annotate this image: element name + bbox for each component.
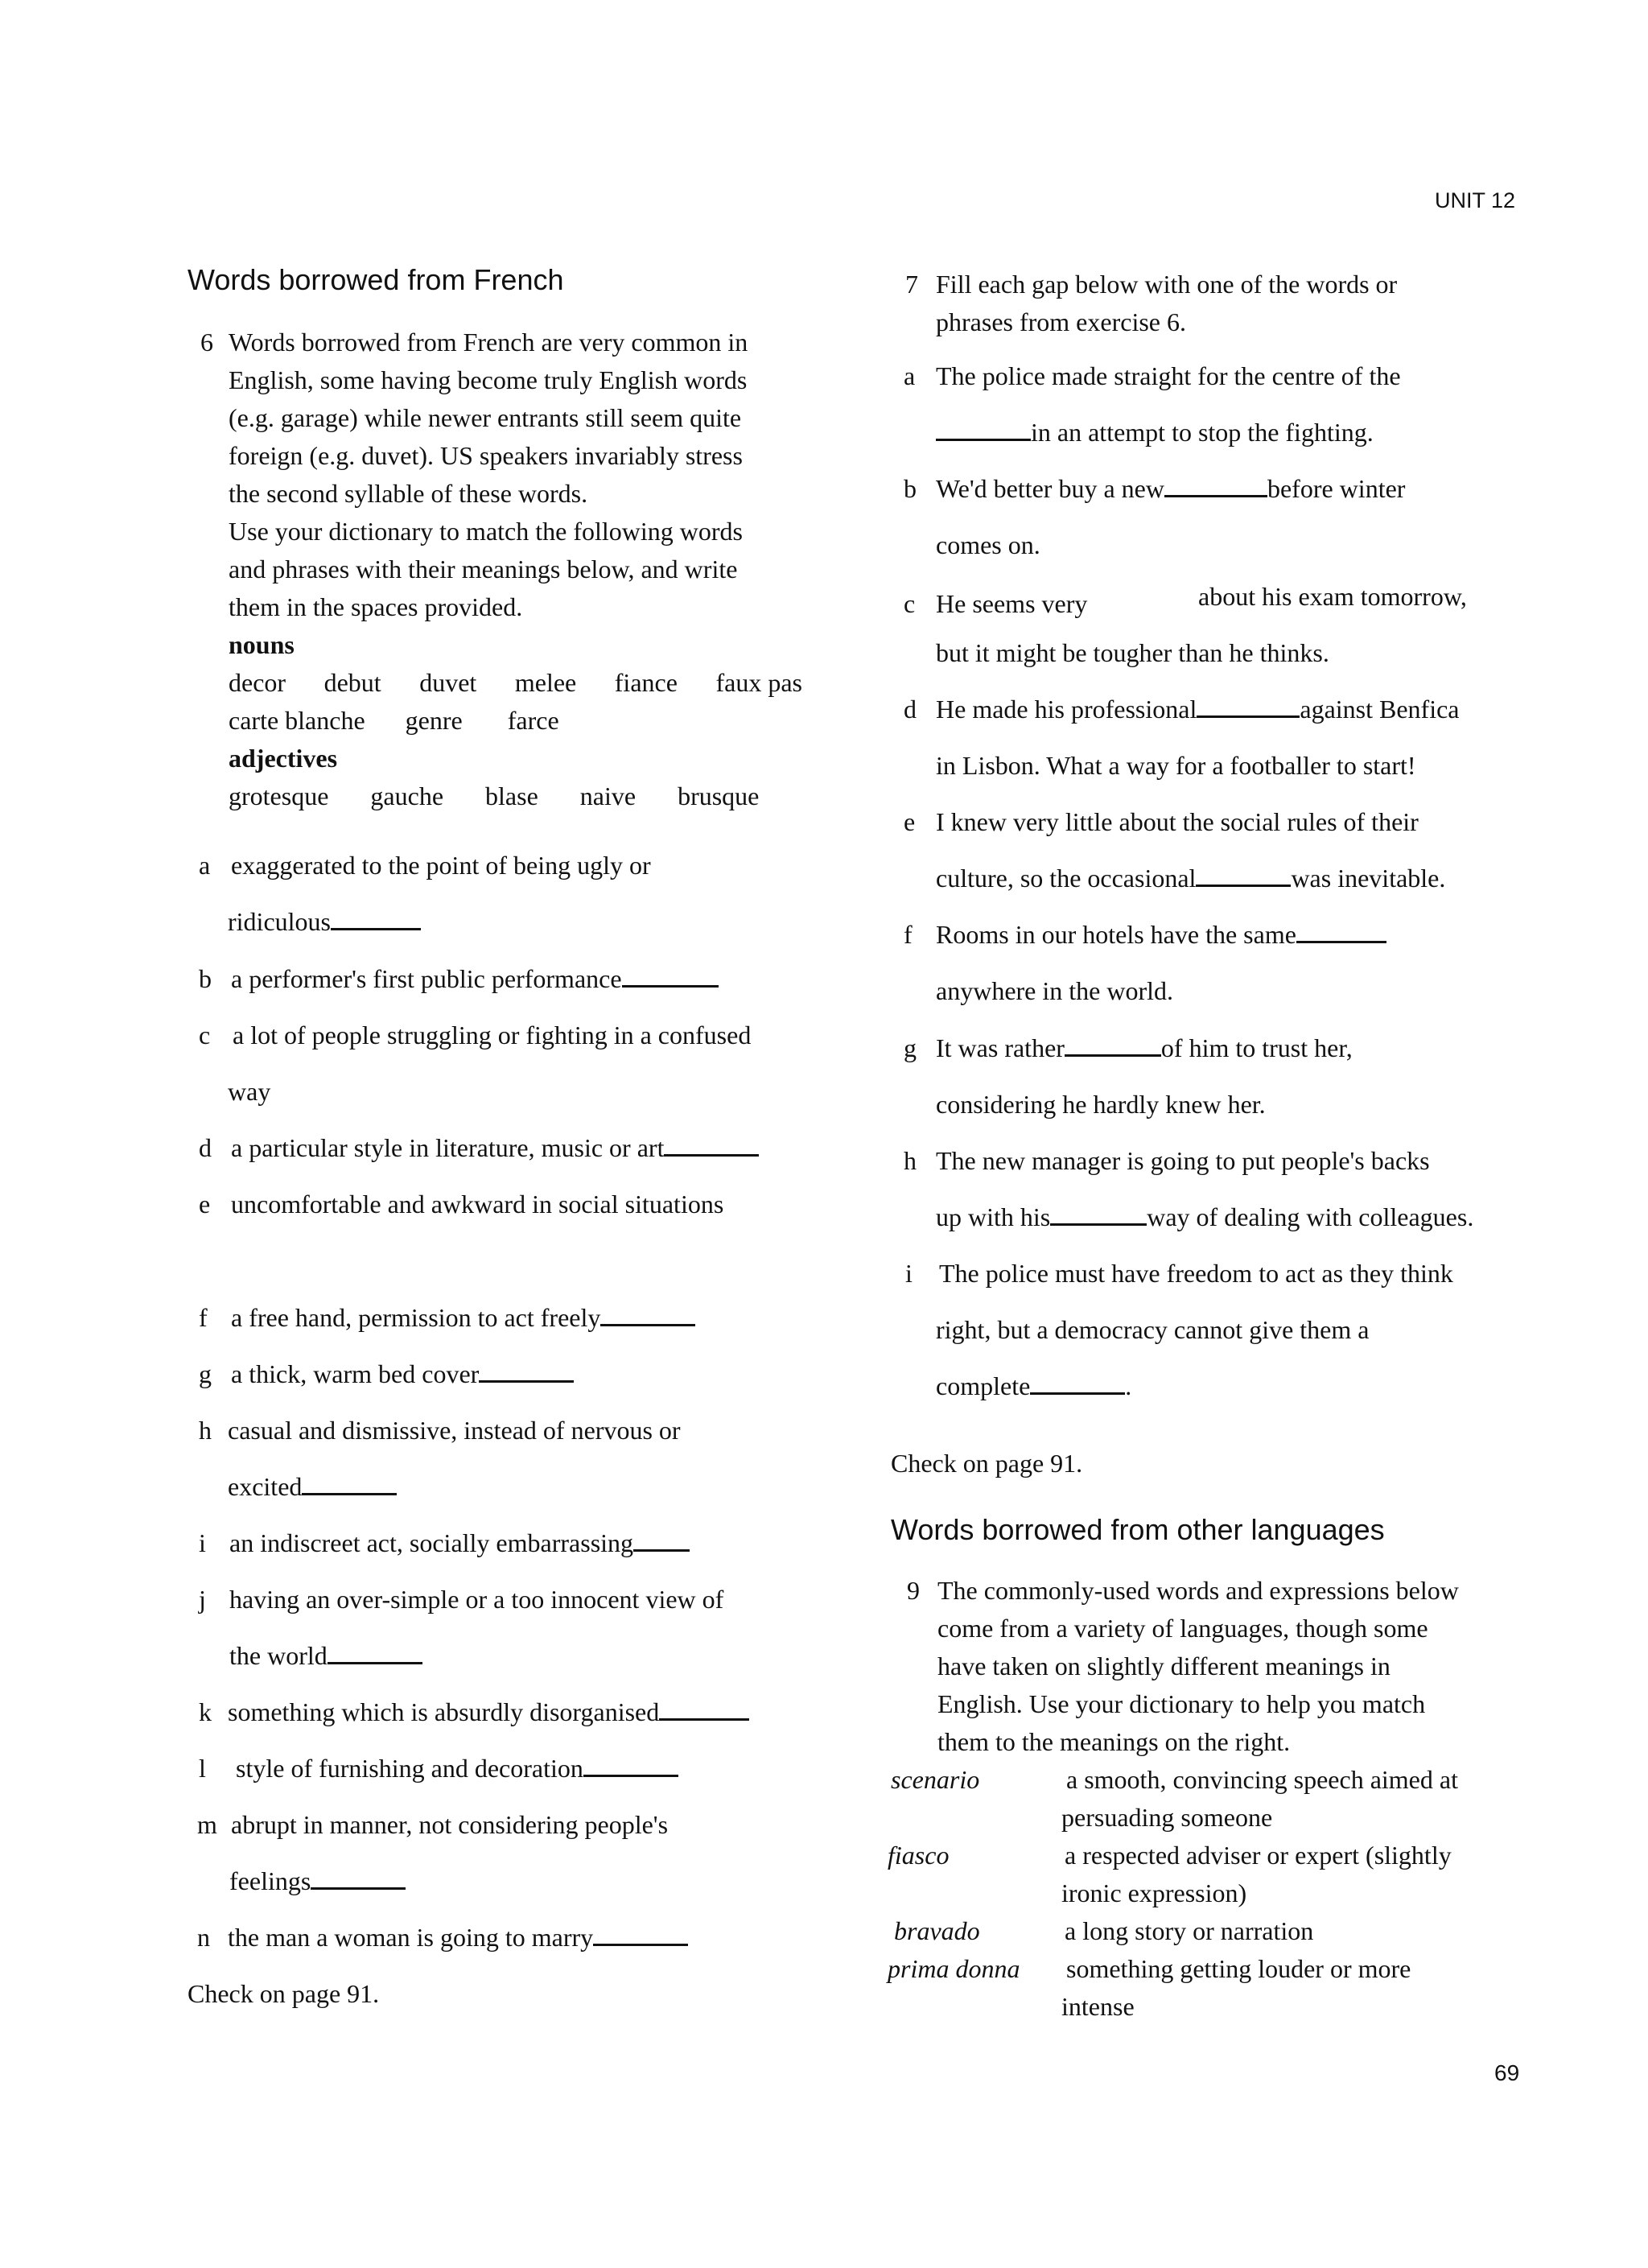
term-word: prima donna xyxy=(888,1954,1020,1983)
adjectives-row xyxy=(229,777,802,815)
answer-blank[interactable] xyxy=(1030,1370,1125,1395)
sentence-text: in Lisbon. What a way for a footballer to start! xyxy=(936,751,1416,780)
instruction-line: Fill each gap below with one of the words or xyxy=(936,270,1398,299)
exercise-9-number: 9 xyxy=(907,1576,920,1605)
term-meaning: a smooth, convincing speech aimed at xyxy=(1066,1765,1458,1794)
sentence-text: The new manager is going to put people's backs xyxy=(936,1146,1430,1175)
sentence-text xyxy=(936,1198,1473,1236)
answer-blank[interactable] xyxy=(633,1527,690,1552)
sentence-text xyxy=(936,860,1445,897)
adjectives-label: adjectives xyxy=(229,744,338,773)
item-letter: g xyxy=(904,1033,917,1062)
definition-text xyxy=(229,1637,422,1675)
sentence-text: He made his professional xyxy=(936,695,1197,724)
sentence-text: The police must have freedom to act as they think xyxy=(939,1259,1453,1288)
answer-blank[interactable] xyxy=(622,963,719,988)
word: genre xyxy=(405,706,463,735)
word: fiance xyxy=(614,668,678,697)
definition-text: style of furnishing and decoration xyxy=(236,1754,583,1783)
exercise-7-instructions xyxy=(936,266,1397,341)
answer-blank[interactable] xyxy=(479,1358,574,1383)
definition-text: casual and dismissive, instead of nervous or xyxy=(228,1416,681,1445)
unit-label: UNIT 12 xyxy=(1435,188,1516,212)
term-meaning: intense xyxy=(1061,1992,1135,2021)
sentence-text: complete xyxy=(936,1371,1031,1400)
instruction-line: have taken on slightly different meanings in xyxy=(937,1652,1390,1680)
answer-blank[interactable] xyxy=(659,1696,749,1721)
answer-blank[interactable] xyxy=(936,416,1031,441)
definition-text: way xyxy=(228,1077,271,1106)
definition-letter: j xyxy=(199,1585,206,1614)
exercise-7-number: 7 xyxy=(905,270,918,299)
answer-blank[interactable] xyxy=(1164,472,1267,497)
sentence-text: It was rather xyxy=(936,1033,1065,1062)
definition-text xyxy=(231,1355,574,1393)
definition-text xyxy=(228,1919,688,1957)
section-title-other-languages: Words borrowed from other languages xyxy=(891,1513,1385,1546)
term-word: bravado xyxy=(894,1916,980,1945)
exercise-6-number: 6 xyxy=(200,328,213,357)
sentence-text: up with his xyxy=(936,1202,1051,1231)
definition-text: a thick, warm bed cover xyxy=(231,1359,480,1388)
sentence-text xyxy=(936,470,1405,508)
definition-text: the world xyxy=(229,1641,328,1670)
definition-text xyxy=(228,1693,749,1731)
sentence-text xyxy=(936,1029,1353,1067)
definition-letter: e xyxy=(199,1190,211,1219)
nouns-row xyxy=(229,664,802,702)
instruction-line: and phrases with their meanings below, and write xyxy=(229,555,738,583)
definition-text xyxy=(228,903,421,941)
instruction-line: phrases from exercise 6. xyxy=(936,307,1186,336)
sentence-text: was inevitable. xyxy=(1291,864,1446,893)
term-meaning: persuading someone xyxy=(1061,1803,1273,1832)
definition-letter: n xyxy=(197,1923,210,1952)
definition-letter: c xyxy=(199,1021,211,1049)
word: gauche xyxy=(370,781,444,810)
term-word: fiasco xyxy=(888,1841,950,1870)
answer-blank[interactable] xyxy=(331,905,421,930)
item-letter: c xyxy=(904,589,916,618)
definition-text: the man a woman is going to marry xyxy=(228,1923,594,1952)
instruction-line: Use your dictionary to match the following words xyxy=(229,517,743,546)
instruction-line: Words borrowed from French are very common in xyxy=(229,328,748,357)
definition-text xyxy=(229,1862,406,1900)
sentence-text xyxy=(936,1367,1131,1405)
answer-blank[interactable] xyxy=(1196,862,1291,887)
item-letter: a xyxy=(904,361,916,390)
word: debut xyxy=(323,668,381,697)
word: farce xyxy=(507,706,559,735)
word: grotesque xyxy=(229,781,329,810)
definition-letter: h xyxy=(199,1416,212,1445)
definition-text: excited xyxy=(228,1472,303,1501)
definition-letter: d xyxy=(199,1133,212,1162)
sentence-text xyxy=(936,414,1374,452)
sentence-text: in an attempt to stop the fighting. xyxy=(1031,418,1374,447)
item-letter: b xyxy=(904,474,917,503)
word: decor xyxy=(229,668,286,697)
answer-blank[interactable] xyxy=(1197,693,1300,718)
definition-text: ridiculous xyxy=(228,907,331,936)
item-letter: d xyxy=(904,695,917,724)
definition-letter: m xyxy=(197,1810,217,1839)
sentence-text: We'd better buy a new xyxy=(936,474,1164,503)
definition-letter: i xyxy=(199,1528,206,1557)
definition-text: an indiscreet act, socially embarrassing xyxy=(229,1528,634,1557)
word: duvet xyxy=(419,668,477,697)
item-letter: h xyxy=(904,1146,917,1175)
answer-blank[interactable] xyxy=(311,1865,406,1890)
sentence-text xyxy=(936,691,1460,728)
definition-text: feelings xyxy=(229,1866,311,1895)
sentence-text: I knew very little about the social rules of their xyxy=(936,807,1419,836)
answer-blank[interactable] xyxy=(328,1639,422,1664)
sentence-text: way of dealing with colleagues. xyxy=(1147,1202,1474,1231)
term-meaning: a respected adviser or expert (slightly xyxy=(1065,1841,1452,1870)
word: naive xyxy=(579,781,637,810)
definition-letter: k xyxy=(199,1697,212,1726)
definition-text: having an over-simple or a too innocent view of xyxy=(229,1585,724,1614)
term-meaning: ironic expression) xyxy=(1061,1878,1247,1907)
definition-letter: g xyxy=(199,1359,212,1388)
definition-text xyxy=(231,1299,695,1337)
nouns-label: nouns xyxy=(229,630,295,659)
definition-text xyxy=(231,960,719,998)
definition-text xyxy=(228,1468,397,1506)
definition-text xyxy=(231,1129,759,1167)
answer-blank[interactable] xyxy=(664,1132,759,1157)
instruction-line: come from a variety of languages, though some xyxy=(937,1614,1428,1643)
definition-text: uncomfortable and awkward in social situations xyxy=(231,1190,724,1219)
sentence-text: comes on. xyxy=(936,530,1040,559)
sentence-text: He seems very xyxy=(936,589,1088,618)
item-letter: i xyxy=(905,1259,913,1288)
answer-blank[interactable] xyxy=(593,1921,688,1946)
definition-letter: b xyxy=(199,964,212,993)
definition-text xyxy=(236,1750,678,1788)
definition-text: a lot of people struggling or fighting in a confused xyxy=(233,1021,752,1049)
sentence-text: The police made straight for the centre of the xyxy=(936,361,1401,390)
word: carte blanche xyxy=(229,706,365,735)
nouns-row xyxy=(229,702,802,740)
definition-text: exaggerated to the point of being ugly or xyxy=(231,851,651,880)
instruction-line: the second syllable of these words. xyxy=(229,479,588,508)
check-page-note: Check on page 91. xyxy=(187,1979,380,2008)
answer-blank[interactable] xyxy=(1296,918,1386,943)
definition-letter: a xyxy=(199,851,211,880)
page-number: 69 xyxy=(1494,2060,1520,2085)
sentence-text: about his exam tomorrow, xyxy=(1198,582,1467,611)
exercise-6-instructions xyxy=(229,324,802,815)
definition-text: abrupt in manner, not considering people's xyxy=(231,1810,669,1839)
sentence-text: before winter xyxy=(1267,474,1406,503)
word: blase xyxy=(485,781,538,810)
definition-text: something which is absurdly disorganised xyxy=(228,1697,660,1726)
sentence-text: of him to trust her, xyxy=(1160,1033,1353,1062)
word: faux pas xyxy=(715,668,802,697)
instruction-line: foreign (e.g. duvet). US speakers invariably stress xyxy=(229,441,743,470)
answer-blank[interactable] xyxy=(302,1470,397,1495)
word: melee xyxy=(514,668,577,697)
section-title-french: Words borrowed from French xyxy=(187,263,564,296)
sentence-text xyxy=(936,916,1386,954)
check-page-note: Check on page 91. xyxy=(891,1449,1083,1478)
sentence-text: right, but a democracy cannot give them a xyxy=(936,1315,1370,1344)
sentence-text: Rooms in our hotels have the same xyxy=(936,920,1296,949)
sentence-text: against Benfica xyxy=(1300,695,1460,724)
sentence-text: considering he hardly knew her. xyxy=(936,1090,1266,1119)
instruction-line: (e.g. garage) while newer entrants still seem quite xyxy=(229,403,742,432)
exercise-9-instructions xyxy=(937,1572,1459,1761)
answer-blank[interactable] xyxy=(1050,1201,1147,1226)
item-letter: e xyxy=(904,807,916,836)
term-word: scenario xyxy=(891,1765,980,1794)
definition-letter: f xyxy=(199,1303,208,1332)
instruction-line: The commonly-used words and expressions below xyxy=(937,1576,1459,1605)
definition-text xyxy=(229,1524,690,1562)
sentence-text: but it might be tougher than he thinks. xyxy=(936,638,1329,667)
answer-blank[interactable] xyxy=(1065,1032,1161,1057)
definition-text: a particular style in literature, music or art xyxy=(231,1133,665,1162)
definition-text: a performer's first public performance xyxy=(231,964,622,993)
term-meaning: something getting louder or more xyxy=(1066,1954,1411,1983)
answer-blank[interactable] xyxy=(583,1752,678,1777)
sentence-text: . xyxy=(1125,1371,1132,1400)
instruction-line: English. Use your dictionary to help you match xyxy=(937,1689,1426,1718)
word: brusque xyxy=(678,781,760,810)
instruction-line: them to the meanings on the right. xyxy=(937,1727,1291,1756)
term-meaning: a long story or narration xyxy=(1065,1916,1314,1945)
sentence-text: anywhere in the world. xyxy=(936,976,1174,1005)
item-letter: f xyxy=(904,920,913,949)
answer-blank[interactable] xyxy=(600,1301,695,1326)
sentence-text: culture, so the occasional xyxy=(936,864,1197,893)
definition-text: a free hand, permission to act freely xyxy=(231,1303,601,1332)
instruction-line: them in the spaces provided. xyxy=(229,592,523,621)
instruction-line: English, some having become truly English words xyxy=(229,365,748,394)
definition-letter: l xyxy=(199,1754,206,1783)
